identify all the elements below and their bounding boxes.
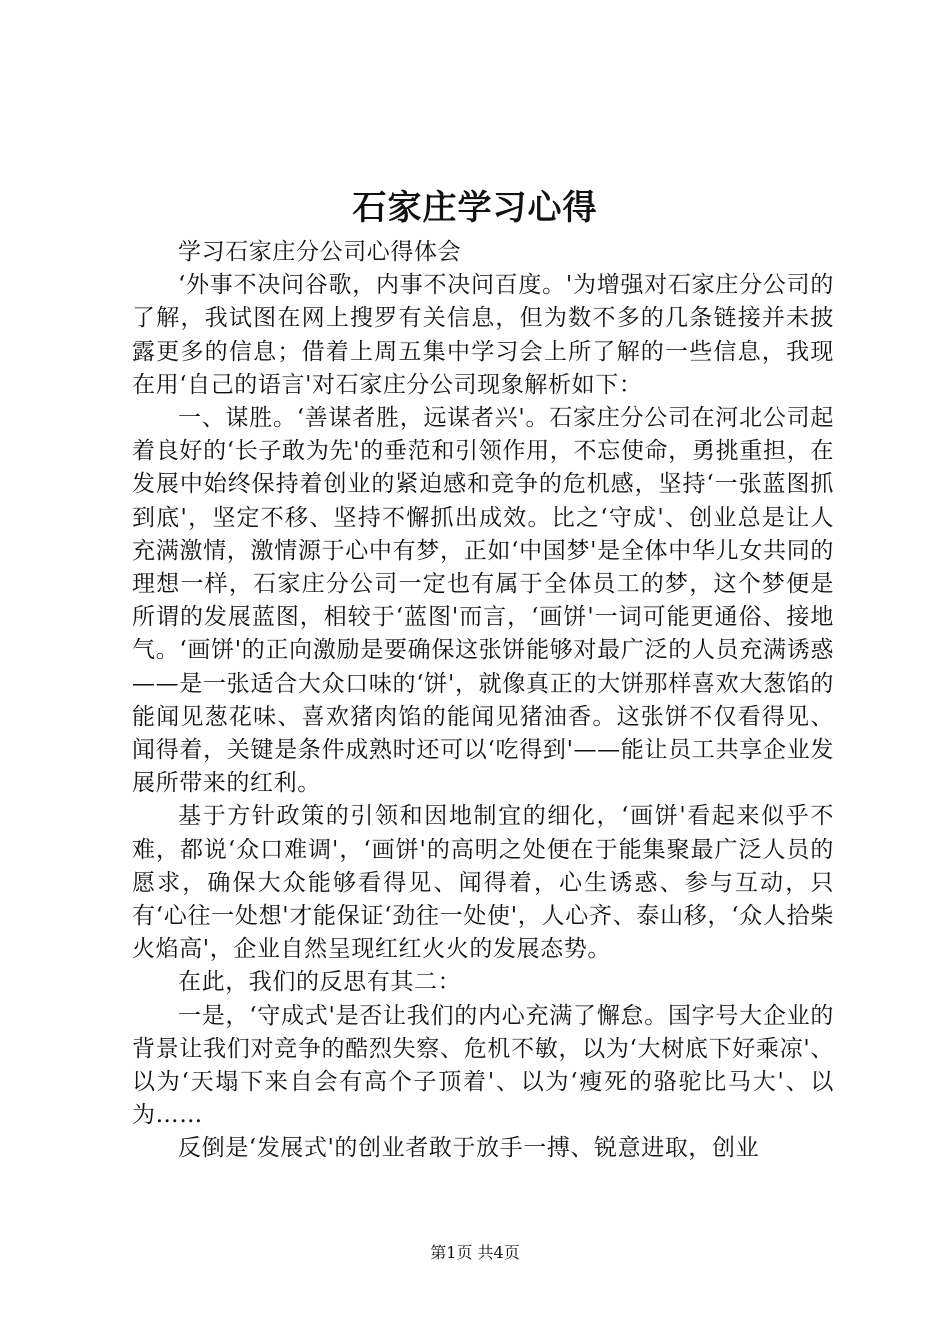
paragraph: 一、谋胜。‘善谋者胜，远谋者兴'。石家庄分公司在河北公司起着良好的‘长子敢为先'的垂范和引领作用，不忘使命，勇挑重担，在发展中始终保持着创业的紧迫感和竞争的危机感，坚持‘一张蓝图抓到底'，坚定不移、坚持不懈抓出成效。比之‘守成'、创业总是让人充满激情，激情源于心中有梦，正如‘中国梦'是全体中华儿女共同的理想一样，石家庄分公司一定也有属于全体员工的梦，这个梦便是所谓的发展蓝图，相较于‘蓝图'而言，‘画饼'一词可能更通俗、接地气。‘画饼'的正向激励是要确保这张饼能够对最广泛的人员充满诱惑——是一张适合大众口味的‘饼'，就像真正的大饼那样喜欢大葱馅的能闻见葱花味、喜欢猪肉馅的能闻见猪油香。这张饼不仅看得见、闻得着，关键是条件成熟时还可以‘吃得到'——能让员工共享企业发展所带来的红利。 <box>132 405 834 797</box>
paragraph: 学习石家庄分公司心得体会 <box>178 239 462 265</box>
paragraph: ‘外事不决问谷歌，内事不决问百度。'为增强对石家庄分公司的了解，我试图在网上搜罗有关信息，但为数不多的几条链接并未披露更多的信息；借着上周五集中学习会上所了解的一些信息，我现在用‘自己的语言'对石家庄分公司现象解析如下： <box>132 272 834 398</box>
paragraph: 在此，我们的反思有其二： <box>178 969 462 996</box>
paragraph: 一是，‘守成式'是否让我们的内心充满了懈怠。国字号大企业的背景让我们对竞争的酷烈失察、危机不敏，以为‘大树底下好乘凉'、以为‘天塌下来自会有高个子顶着'、以为‘瘦死的骆驼比马大'、以为…… <box>132 1002 834 1129</box>
paragraph: 反倒是‘发展式'的创业者敢于放手一搏、锐意进取，创业 <box>178 1135 760 1162</box>
paragraph: 基于方针政策的引领和因地制宜的细化，‘画饼'看起来似乎不难，都说‘众口难调'，‘画饼'的高明之处便在于能集聚最广泛人员的愿求，确保大众能够看得见、闻得着，心生诱惑、参与互动，只有‘心往一处想'才能保证‘劲往一处使'，人心齐、泰山移，‘众人拾柴火焰高'，企业自然呈现红红火火的发展态势。 <box>132 803 834 963</box>
document-body <box>132 236 834 1166</box>
document-title: 石家庄学习心得 <box>352 188 598 228</box>
page-number-footer: 第1页 共4页 <box>430 1243 520 1262</box>
